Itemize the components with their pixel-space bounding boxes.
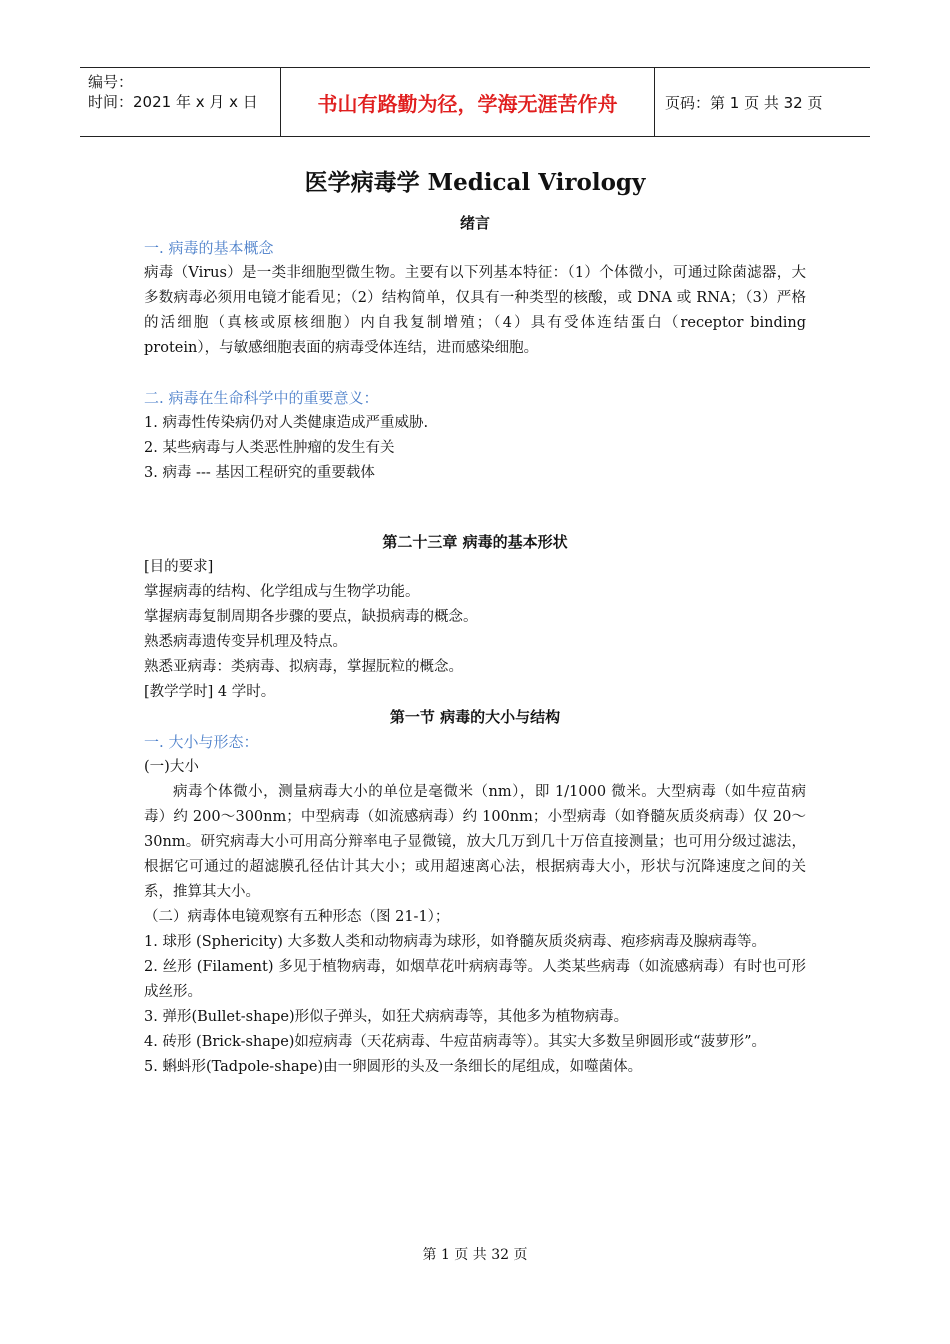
document-title: 医学病毒学 Medical Virology: [304, 169, 646, 196]
goals-label: [目的要求]: [144, 559, 214, 575]
shape-item: 4. 砖形 (Brick-shape)如痘病毒（天花病毒、牛痘苗病毒等）。其实大多数呈卵圆形或“菠萝形”。: [144, 1034, 767, 1050]
section-heading-1: 一. 病毒的基本概念: [144, 239, 274, 257]
shape-subheading: （二）病毒体电镜观察有五种形态（图 21-1）；: [144, 909, 450, 925]
shape-item: 5. 蝌蚪形(Tadpole-shape)由一卵圆形的头及一条细长的尾组成，如噬菌体。: [144, 1059, 643, 1075]
paragraph-basic-concept: 病毒（Virus）是一类非细胞型微生物。主要有以下列基本特征：（1）个体微小，可通过除菌滤器，大多数病毒必须用电镜才能看见；（2）结构简单，仅具有一种类型的核酸，或 DNA 或 RNA；（3）严格的活细胞（真核或原核细胞）内自我复制增殖；（4）具有受体连结蛋白（receptor binding protein），与敏感细胞表面的病毒受体连结，进而感染细胞。: [144, 265, 806, 356]
shape-item: 3. 弹形(Bullet-shape)形似子弹头，如狂犬病病毒等，其他多为植物病毒。: [144, 1009, 629, 1025]
list-item: 1. 病毒性传染病仍对人类健康造成严重威胁.: [144, 415, 429, 431]
paragraph-size: 病毒个体微小，测量病毒大小的单位是毫微米（nm），即 1/1000 微米。大型病毒（如牛痘苗病毒）约 200～300nm；中型病毒（如流感病毒）约 100nm；小型病毒（如脊髓灰质炎病毒）仅 20～30nm。研究病毒大小可用高分辩率电子显微镜，放大几万到几十万倍直接测量；也可用分级过滤法，根据它可通过的超滤膜孔径估计其大小；或用超速离心法，根据病毒大小，形状与沉降速度之间的关系，推算其大小。: [144, 784, 806, 900]
page-footer: 第 1 页 共 32 页: [422, 1247, 528, 1263]
size-heading: 一. 大小与形态：: [144, 733, 259, 751]
header-meta: [80, 68, 280, 136]
list-item: 3. 病毒 --- 基因工程研究的重要载体: [144, 465, 375, 481]
goal-item: 掌握病毒的结构、化学组成与生物学功能。: [144, 584, 420, 600]
teaching-hours: [教学学时] 4 学时。: [144, 684, 276, 700]
section-heading-2: 二. 病毒在生命科学中的重要意义：: [144, 389, 379, 407]
chapter-title: 第二十三章 病毒的基本形状: [382, 533, 568, 551]
goal-item: 熟悉病毒遗传变异机理及特点。: [144, 634, 347, 650]
shape-item: 2. 丝形 (Filament) 多见于植物病毒，如烟草花叶病病毒等。人类某些病毒（如流感病毒）有时也可形成丝形。: [144, 959, 806, 1000]
document-body: [144, 166, 806, 1080]
section-title: 第一节 病毒的大小与结构: [389, 708, 561, 726]
goal-item: 熟悉亚病毒：类病毒、拟病毒，掌握朊粒的概念。: [144, 659, 463, 675]
header-page-info: 页码：第 1 页 共 32 页: [665, 93, 823, 112]
goal-item: 掌握病毒复制周期各步骤的要点，缺损病毒的概念。: [144, 609, 478, 625]
header-motto: 书山有路勤为径，学海无涯苦作舟: [280, 68, 655, 136]
shape-item: 1. 球形 (Sphericity) 大多数人类和动物病毒为球形，如脊髓灰质炎病毒、疱疹病毒及腺病毒等。: [144, 934, 766, 950]
number-label: 编号：: [88, 73, 134, 91]
document-subtitle: 绪言: [459, 214, 490, 232]
time-label: 时间：2021 年 x 月 x 日: [88, 93, 258, 111]
header-table: [80, 67, 870, 137]
list-item: 2. 某些病毒与人类恶性肿瘤的发生有关: [144, 440, 395, 456]
size-subheading: (一)大小: [144, 759, 199, 775]
